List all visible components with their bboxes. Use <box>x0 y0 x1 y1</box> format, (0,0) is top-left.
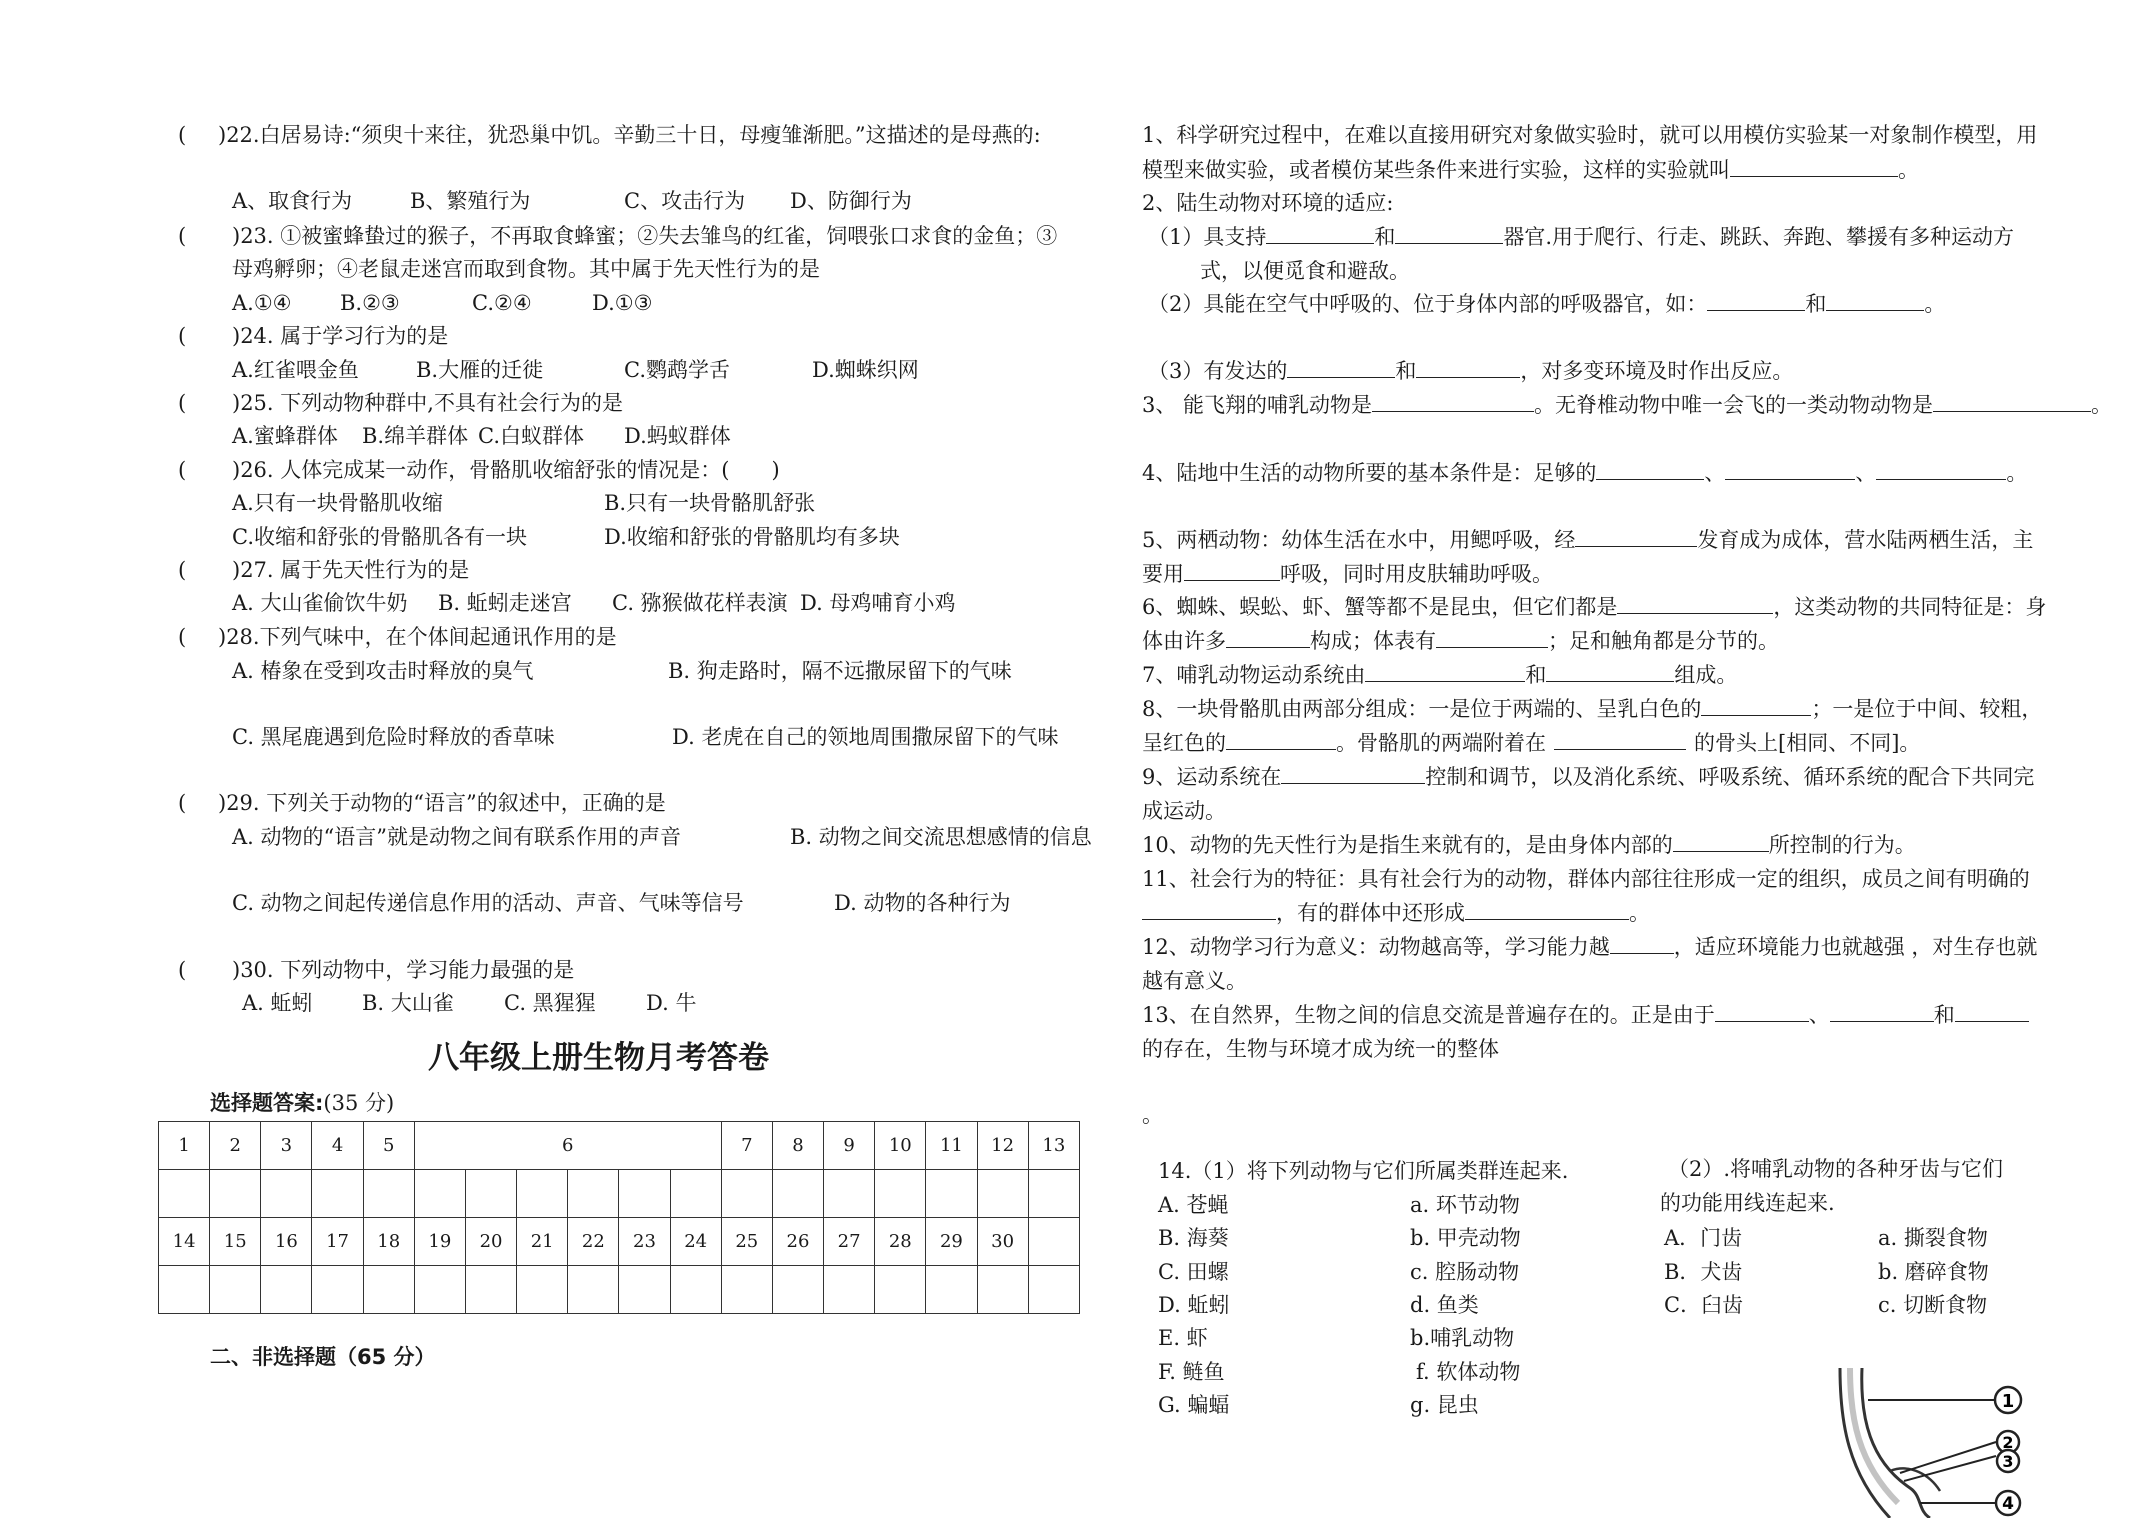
r2-1-line2: 式，以便觅食和避敌。 <box>1200 259 1410 283</box>
r4-sep: 、 <box>1704 461 1726 485</box>
r2-1-line1 <box>1148 222 2014 252</box>
r13-line1 <box>1142 1000 2029 1030</box>
blank-field[interactable] <box>1395 222 1503 244</box>
blank-field[interactable] <box>1184 559 1280 581</box>
r11-end: 。 <box>1629 901 1650 925</box>
answer-cell[interactable] <box>159 1170 210 1218</box>
table-cell: 30 <box>977 1218 1028 1266</box>
blank-field[interactable] <box>1266 222 1374 244</box>
r1-line2 <box>1142 155 1919 185</box>
q14-group[interactable]: f. 软体动物 <box>1416 1360 1521 1384</box>
r10 <box>1142 830 1916 860</box>
table-cell: 17 <box>312 1218 363 1266</box>
answer-cell[interactable] <box>721 1170 772 1218</box>
q28-option-b: B. 狗走路时，隔不远撒尿留下的气味 <box>668 659 1012 683</box>
table-cell: 23 <box>619 1218 670 1266</box>
answer-sheet-title: 八年级上册生物月考答卷 <box>428 1040 769 1076</box>
table-row <box>159 1122 1080 1170</box>
r1-text: 模型来做实验，或者模仿某些条件来进行实验，这样的实验就叫 <box>1142 158 1730 182</box>
r13-sep: 、 <box>1808 1003 1830 1027</box>
table-cell: 7 <box>721 1122 772 1170</box>
answer-cell[interactable] <box>465 1266 516 1314</box>
r10-text2: 所控制的行为。 <box>1768 833 1916 857</box>
diagram-label: 4 <box>2002 1494 2014 1514</box>
r3-text: 3、 能飞翔的哺乳动物是 <box>1142 393 1373 417</box>
answer-cell[interactable] <box>568 1170 619 1218</box>
q30-paren: ( <box>178 958 187 982</box>
r1-end: 。 <box>1898 158 1919 182</box>
blank-field[interactable] <box>1416 356 1520 378</box>
q14-group[interactable]: b.哺乳动物 <box>1410 1326 1515 1350</box>
q23-line1: )23. ①被蜜蜂蛰过的猴子，不再取食蜂蜜；②失去雏鸟的红雀，饲喂张口求食的金鱼；③ <box>232 224 1058 248</box>
q26-option-b: B.只有一块骨骼肌舒张 <box>604 491 816 515</box>
answer-cell[interactable] <box>721 1266 772 1314</box>
table-cell: 11 <box>926 1122 977 1170</box>
q27-option-a: A. 大山雀偷饮牛奶 <box>232 591 408 615</box>
q23-option-c: C.②④ <box>472 291 532 315</box>
q14-group[interactable]: d. 鱼类 <box>1410 1293 1479 1317</box>
q29-option-c: C. 动物之间起传递信息作用的活动、声音、气味等信号 <box>232 891 744 915</box>
table-row <box>159 1170 1080 1218</box>
r10-text: 10、动物的先天性行为是指生来就有的，是由身体内部的 <box>1142 833 1673 857</box>
q14-animal[interactable]: E. 虾 <box>1158 1326 1208 1350</box>
table-cell: 14 <box>159 1218 210 1266</box>
r12-text2: ，适应环境能力也就越强 ，对生存也就 <box>1673 935 2038 959</box>
r2-2-end: 。 <box>1924 292 1946 316</box>
q22-option-b: B、繁殖行为 <box>410 189 531 213</box>
q14-animal[interactable]: B. 海葵 <box>1158 1226 1229 1250</box>
blank-field[interactable] <box>1596 458 1704 480</box>
q14-animal[interactable]: G. 蝙蝠 <box>1158 1393 1230 1417</box>
q14-animal[interactable]: A. 苍蝇 <box>1158 1193 1229 1217</box>
q30-option-a: A. 蚯蚓 <box>242 991 313 1015</box>
q24-option-d: D.蜘蛛织网 <box>812 358 919 382</box>
r8-text4: 。骨骼肌的两端附着在 <box>1336 731 1546 755</box>
r6-text: 6、蜘蛛、蜈蚣、虾、蟹等都不是昆虫，但它们都是 <box>1142 595 1618 619</box>
q29-paren: ( <box>178 791 187 815</box>
tooth-type[interactable]: C．臼齿 <box>1664 1293 1744 1317</box>
q26-option-c: C.收缩和舒张的骨骼肌各有一块 <box>232 525 527 549</box>
diagram-label: 1 <box>2001 1391 2015 1412</box>
q29-option-d: D. 动物的各种行为 <box>834 891 1011 915</box>
r6-text3: 体由许多 <box>1142 629 1226 653</box>
blank-field[interactable] <box>1575 525 1697 547</box>
choice-label: 选择题答案: <box>210 1091 324 1115</box>
section-two-heading: 二、非选择题（65 分） <box>210 1345 436 1369</box>
blank-field[interactable] <box>1546 660 1674 682</box>
answer-cell[interactable] <box>619 1266 670 1314</box>
table-cell: 9 <box>824 1122 875 1170</box>
r5-line1 <box>1142 525 2033 555</box>
r4 <box>1142 458 2027 488</box>
joint-diagram <box>1830 1363 2040 1518</box>
blank-field[interactable] <box>1701 694 1811 716</box>
q14-group[interactable]: g. 昆虫 <box>1410 1393 1479 1417</box>
q27-option-b: B. 蚯蚓走迷宫 <box>438 591 572 615</box>
q14-animal[interactable]: D. 蚯蚓 <box>1158 1293 1230 1317</box>
blank-field[interactable] <box>1281 762 1425 784</box>
q28-text: )28.下列气味中，在个体间起通讯作用的是 <box>218 625 617 649</box>
blank-field[interactable] <box>1673 830 1769 852</box>
q27-option-d: D. 母鸡哺育小鸡 <box>800 591 956 615</box>
r3-text2: 。无脊椎动物中唯一会飞的一类动物动物是 <box>1534 393 1934 417</box>
answer-cell[interactable] <box>363 1170 414 1218</box>
answer-cell[interactable] <box>977 1266 1028 1314</box>
r6-line2 <box>1142 626 1779 656</box>
q22-option-a: A、取食行为 <box>232 189 353 213</box>
q28-option-d: D. 老虎在自己的领地周围撒尿留下的气味 <box>672 725 1059 749</box>
answer-cell[interactable] <box>210 1266 261 1314</box>
q25-option-c: C.白蚁群体 <box>478 424 584 448</box>
r2-1-text: （1）具支持 <box>1148 225 1267 249</box>
answer-cell[interactable] <box>772 1170 823 1218</box>
q26-option-d: D.收缩和舒张的骨骼肌均有多块 <box>604 525 900 549</box>
answer-cell[interactable] <box>414 1266 465 1314</box>
blank-field[interactable] <box>1287 356 1395 378</box>
r13-text: 13、在自然界，生物之间的信息交流是普遍存在的。正是由于 <box>1142 1003 1715 1027</box>
r7 <box>1142 660 1737 690</box>
r11-line1: 11、社会行为的特征：具有社会行为的动物，群体内部往往形成一定的组织，成员之间有明确的 <box>1142 867 2030 891</box>
blank-field[interactable] <box>1610 932 1674 954</box>
q29-option-b: B. 动物之间交流思想感情的信息 <box>790 825 1092 849</box>
q25-option-a: A.蜜蜂群体 <box>232 424 338 448</box>
blank-field[interactable] <box>1365 660 1525 682</box>
answer-cell[interactable] <box>210 1170 261 1218</box>
answer-cell[interactable] <box>465 1170 516 1218</box>
q30-option-d: D. 牛 <box>646 991 697 1015</box>
q26-paren: ( <box>178 458 187 482</box>
table-cell: 25 <box>721 1218 772 1266</box>
r8-text2: ；一是位于中间、较粗， <box>1811 697 2043 721</box>
r5-text4: 呼吸，同时用皮肤辅助呼吸。 <box>1280 562 1553 586</box>
table-cell: 3 <box>261 1122 312 1170</box>
blank-field[interactable] <box>1715 1000 1809 1022</box>
r2-1-text2: 器官.用于爬行、行走、跳跃、奔跑、攀援有多种运动方 <box>1503 225 2015 249</box>
q28-option-a: A. 椿象在受到攻击时释放的臭气 <box>232 659 534 683</box>
table-cell: 1 <box>159 1122 210 1170</box>
q24-text: )24. 属于学习行为的是 <box>232 324 449 348</box>
table-cell: 29 <box>926 1218 977 1266</box>
tooth-type[interactable]: B．犬齿 <box>1664 1260 1743 1284</box>
q24-option-a: A.红雀喂金鱼 <box>232 358 359 382</box>
r8-text5: 的骨头上[相同、不同]。 <box>1694 731 1921 755</box>
cartilage-shade <box>1850 1368 1898 1503</box>
answer-cell[interactable] <box>363 1266 414 1314</box>
bone-outline <box>1840 1368 1890 1518</box>
blank-field[interactable] <box>1226 728 1336 750</box>
table-cell <box>1028 1218 1079 1266</box>
r4-text: 4、陆地中生活的动物所要的基本条件是：足够的 <box>1142 461 1597 485</box>
table-cell: 26 <box>772 1218 823 1266</box>
r2-3-text2: ，对多变环境及时作出反应。 <box>1520 359 1794 383</box>
q14-part2-title-line1: （2）.将哺乳动物的各种牙齿与它们 <box>1668 1157 2004 1181</box>
q30-text: )30. 下列动物中，学习能力最强的是 <box>232 958 575 982</box>
blank-field[interactable] <box>1730 155 1898 177</box>
r2-1-and: 和 <box>1374 225 1396 249</box>
q29-option-a: A. 动物的“语言”就是动物之间有联系作用的声音 <box>232 825 681 849</box>
answer-cell[interactable] <box>824 1170 875 1218</box>
answer-cell[interactable] <box>568 1266 619 1314</box>
answer-cell[interactable] <box>772 1266 823 1314</box>
r4-end: 。 <box>2006 461 2028 485</box>
answer-cell[interactable] <box>824 1266 875 1314</box>
q23-option-b: B.②③ <box>340 291 400 315</box>
stray-period: 。 <box>1142 1103 1163 1127</box>
answer-cell[interactable] <box>312 1170 363 1218</box>
r5-text2: 发育成为成体，营水陆两栖生活，主 <box>1697 528 2034 552</box>
table-cell: 15 <box>210 1218 261 1266</box>
answer-cell[interactable] <box>977 1170 1028 1218</box>
r12-text: 12、动物学习行为意义：动物越高等，学习能力越 <box>1142 935 1610 959</box>
r8-line2 <box>1142 728 1920 758</box>
q24-option-b: B.大雁的迁徙 <box>416 358 544 382</box>
r12-line2: 越有意义。 <box>1142 969 1247 993</box>
q28-paren: ( <box>178 625 187 649</box>
q23-line2: 母鸡孵卵；④老鼠走迷宫而取到食物。其中属于先天性行为的是 <box>232 257 820 281</box>
q22-text: )22.白居易诗:“须臾十来往，犹恐巢中饥。辛勤三十日，母瘦雏渐肥。”这描述的是母燕的: <box>218 123 1041 147</box>
r8-line1 <box>1142 694 2042 724</box>
answer-cell[interactable] <box>926 1170 977 1218</box>
table-cell: 4 <box>312 1122 363 1170</box>
table-cell: 20 <box>465 1218 516 1266</box>
q14-group[interactable]: c. 腔肠动物 <box>1410 1260 1520 1284</box>
r3 <box>1142 390 2112 420</box>
tooth-function[interactable]: c. 切断食物 <box>1878 1293 1988 1317</box>
q14-part1-title: 14.（1）将下列动物与它们所属类群连起来. <box>1158 1159 1569 1183</box>
blank-field[interactable] <box>1707 289 1805 311</box>
r7-and: 和 <box>1525 663 1547 687</box>
r13-line2: 的存在，生物与环境才成为统一的整体 <box>1142 1037 1499 1061</box>
table-cell: 5 <box>363 1122 414 1170</box>
r5-text3: 要用 <box>1142 562 1184 586</box>
q22-option-d: D、防御行为 <box>790 189 912 213</box>
diagram-label: 3 <box>2002 1452 2014 1471</box>
r5-text: 5、两栖动物：幼体生活在水中，用鳃呼吸，经 <box>1142 528 1576 552</box>
r12-line1 <box>1142 932 2037 962</box>
table-cell: 28 <box>875 1218 926 1266</box>
q29-text: )29. 下列关于动物的“语言”的叙述中，正确的是 <box>218 791 666 815</box>
answer-cell[interactable] <box>414 1170 465 1218</box>
q25-option-b: B.绵羊群体 <box>362 424 469 448</box>
table-cell: 21 <box>517 1218 568 1266</box>
r2-2-and: 和 <box>1805 292 1827 316</box>
answer-cell[interactable] <box>926 1266 977 1314</box>
answer-cell[interactable] <box>875 1266 926 1314</box>
answer-cell[interactable] <box>670 1170 721 1218</box>
r8-text: 8、一块骨骼肌由两部分组成：一是位于两端的、呈乳白色的 <box>1142 697 1702 721</box>
q14-group[interactable]: a. 环节动物 <box>1410 1193 1520 1217</box>
r9-text: 9、运动系统在 <box>1142 765 1282 789</box>
blank-field[interactable] <box>1465 898 1629 920</box>
r6-text5: ；足和触角都是分节的。 <box>1548 629 1779 653</box>
q23-option-d: D.①③ <box>592 291 653 315</box>
table-cell: 12 <box>977 1122 1028 1170</box>
choice-answers-label <box>210 1088 394 1118</box>
q30-option-c: C. 黑猩猩 <box>504 991 596 1015</box>
table-cell: 22 <box>568 1218 619 1266</box>
answer-cell[interactable] <box>1028 1266 1079 1314</box>
table-cell: 16 <box>261 1218 312 1266</box>
table-cell: 2 <box>210 1122 261 1170</box>
choice-score: (35 分) <box>323 1091 395 1115</box>
q14-part2-title-line2: 的功能用线连起来. <box>1660 1191 1835 1215</box>
answer-cell[interactable] <box>517 1170 568 1218</box>
blank-field[interactable] <box>1725 458 1855 480</box>
r6-line1 <box>1142 592 2046 622</box>
q24-paren: ( <box>178 324 187 348</box>
answer-cell[interactable] <box>312 1266 363 1314</box>
q30-option-b: B. 大山雀 <box>362 991 454 1015</box>
answer-cell[interactable] <box>670 1266 721 1314</box>
q22-paren: ( <box>178 123 187 147</box>
blank-field[interactable] <box>1955 1000 2029 1022</box>
answer-cell[interactable] <box>261 1266 312 1314</box>
r2-2 <box>1148 289 1945 319</box>
blank-field[interactable] <box>1617 592 1773 614</box>
r2-heading: 2、陆生动物对环境的适应: <box>1142 191 1394 215</box>
answer-cell[interactable] <box>619 1170 670 1218</box>
q25-paren: ( <box>178 391 187 415</box>
q25-text: )25. 下列动物种群中,不具有社会行为的是 <box>232 391 623 415</box>
r9-line2: 成运动。 <box>1142 799 1226 823</box>
blank-field[interactable] <box>1830 1000 1934 1022</box>
r2-3-text: （3）有发达的 <box>1148 359 1288 383</box>
r1-line1: 1、科学研究过程中，在难以直接用研究对象做实验时，就可以用模仿实验某一对象制作模型，用 <box>1142 123 2038 147</box>
r9-line1 <box>1142 762 2034 792</box>
answer-cell[interactable] <box>261 1170 312 1218</box>
q24-option-c: C.鹦鹉学舌 <box>624 358 730 382</box>
r6-text2: ，这类动物的共同特征是：身 <box>1773 595 2047 619</box>
table-cell: 19 <box>414 1218 465 1266</box>
r8-text3: 呈红色的 <box>1142 731 1226 755</box>
blank-field[interactable] <box>1226 626 1310 648</box>
q27-text: )27. 属于先天性行为的是 <box>232 558 470 582</box>
r7-text: 7、哺乳动物运动系统由 <box>1142 663 1366 687</box>
q14-animal[interactable]: C. 田螺 <box>1158 1260 1229 1284</box>
q26-option-a: A.只有一块骨骼肌收缩 <box>232 491 443 515</box>
tooth-function[interactable]: b. 磨碎食物 <box>1878 1260 1989 1284</box>
q27-option-c: C. 猕猴做花样表演 <box>612 591 788 615</box>
blank-field[interactable] <box>1372 390 1534 412</box>
table-cell: 10 <box>875 1122 926 1170</box>
diagram-label: 2 <box>2002 1433 2014 1452</box>
tooth-type[interactable]: A．门齿 <box>1664 1226 1743 1250</box>
r2-3 <box>1148 356 1793 386</box>
r11-line2 <box>1142 898 1650 928</box>
tooth-function[interactable]: a. 撕裂食物 <box>1878 1226 1988 1250</box>
table-cell: 27 <box>824 1218 875 1266</box>
blank-field[interactable] <box>1142 898 1276 920</box>
q22-option-c: C、攻击行为 <box>624 189 746 213</box>
r6-text4: 构成；体表有 <box>1310 629 1436 653</box>
answer-cell[interactable] <box>517 1266 568 1314</box>
q23-option-a: A.①④ <box>232 291 292 315</box>
table-row <box>159 1218 1080 1266</box>
table-cell: 18 <box>363 1218 414 1266</box>
r3-end: 。 <box>2091 393 2113 417</box>
blank-field[interactable] <box>1826 289 1924 311</box>
blank-field[interactable] <box>1933 390 2091 412</box>
answer-cell[interactable] <box>875 1170 926 1218</box>
r11-text: ，有的群体中还形成 <box>1276 901 1465 925</box>
r5-line2 <box>1142 559 1553 589</box>
table-cell: 13 <box>1028 1122 1079 1170</box>
blank-field[interactable] <box>1554 728 1686 750</box>
table-cell: 8 <box>772 1122 823 1170</box>
q27-paren: ( <box>178 558 187 582</box>
q14-animal[interactable]: F. 鲢鱼 <box>1158 1360 1225 1384</box>
r4-sep: 、 <box>1855 461 1877 485</box>
blank-field[interactable] <box>1436 626 1548 648</box>
r9-text2: 控制和调节，以及消化系统、呼吸系统、循环系统的配合下共同完 <box>1425 765 2035 789</box>
answer-cell[interactable] <box>1028 1170 1079 1218</box>
pointer-line <box>1904 1456 1996 1481</box>
answer-table <box>158 1121 1080 1314</box>
r2-3-and: 和 <box>1395 359 1417 383</box>
q23-paren: ( <box>178 224 187 248</box>
q14-group[interactable]: b. 甲壳动物 <box>1410 1226 1521 1250</box>
r7-text2: 组成。 <box>1674 663 1738 687</box>
blank-field[interactable] <box>1876 458 2006 480</box>
table-cell: 6 <box>414 1122 721 1170</box>
r13-and: 和 <box>1933 1003 1955 1027</box>
answer-cell[interactable] <box>159 1266 210 1314</box>
q28-option-c: C. 黑尾鹿遇到危险时释放的香草味 <box>232 725 555 749</box>
q25-option-d: D.蚂蚁群体 <box>624 424 731 448</box>
q26-text: )26. 人体完成某一动作，骨骼肌收缩舒张的情况是：( ) <box>232 458 780 482</box>
table-cell: 24 <box>670 1218 721 1266</box>
r2-2-text: （2）具能在空气中呼吸的、位于身体内部的呼吸器官，如： <box>1148 292 1708 316</box>
table-row <box>159 1266 1080 1314</box>
